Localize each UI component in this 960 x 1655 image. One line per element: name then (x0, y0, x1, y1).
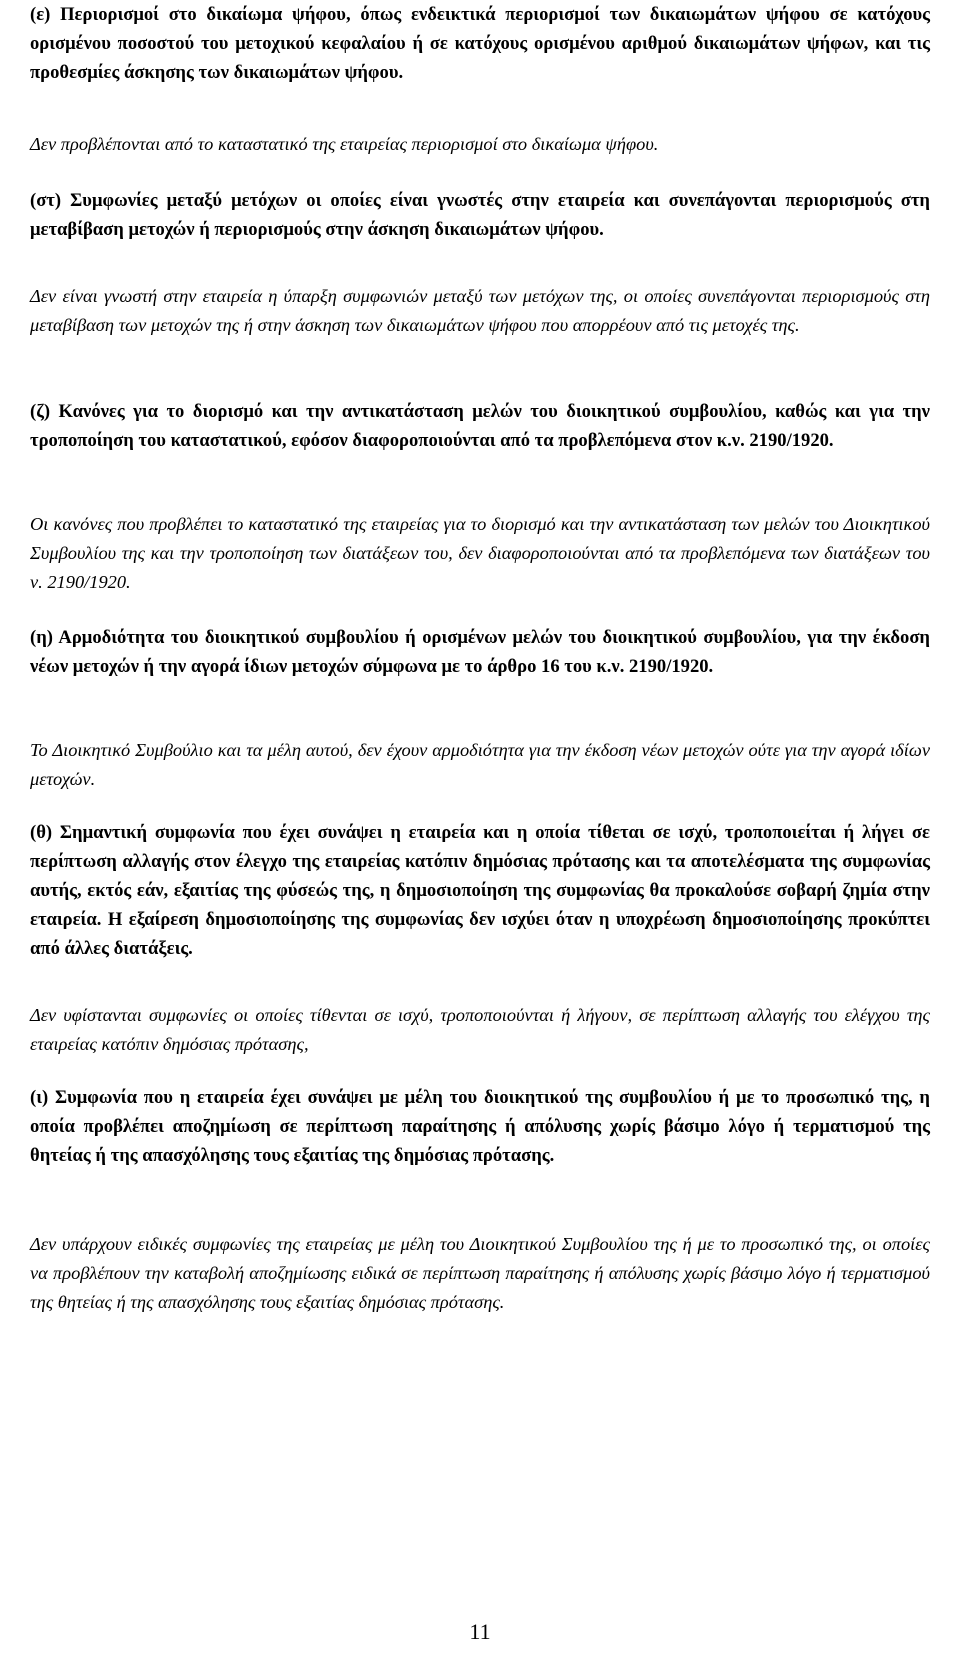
section-theta (30, 818, 930, 963)
section-answer: Δεν προβλέπονται από το καταστατικό της εταιρείας περιορισμοί στο δικαίωμα ψήφου. (30, 134, 659, 154)
section-i-eta (30, 623, 930, 681)
section-heading: (ε) Περιορισμοί στο δικαίωμα ψήφου, όπως ενδεικτικά περιορισμοί των δικαιωμάτων ψήφου σε κατόχους ορισμένου ποσοστού του μετοχικού κεφαλαίου ή σε κατόχους ορισμένου αριθμού δικαιωμάτων ψήφων, και τις προθεσμίες άσκησης των δικαιωμάτων ψήφου. (30, 4, 930, 83)
section-heading: (ι) Συμφωνία που η εταιρεία έχει συνάψει με μέλη του διοικητικού της συμβουλίου ή με το προσωπικό της, η οποία προβλέπει αποζημίωση σε περίπτωση παραίτησης ή απόλυσης χωρίς βάσιμο λόγο ή τερματισμού της θητείας ή της απασχόλησης τους εξαιτίας της δημόσιας πρότασης. (30, 1087, 930, 1166)
section-z-answer-wrap (30, 510, 930, 597)
section-heading: (στ) Συμφωνίες μεταξύ μετόχων οι οποίες είναι γνωστές στην εταιρεία και συνεπάγονται περιορισμούς στη μεταβίβαση μετοχών ή περιορισμούς στην άσκηση δικαιωμάτων ψήφου. (30, 190, 930, 240)
section-e (30, 0, 930, 87)
section-answer: Δεν είναι γνωστή στην εταιρεία η ύπαρξη συμφωνιών μεταξύ των μετόχων της, οι οποίες συνεπάγονται περιορισμούς στη μεταβίβαση των μετοχών της ή στην άσκηση των δικαιωμάτων ψήφου που απορρέουν από τις μετοχές της. (30, 286, 930, 335)
section-heading: (θ) Σημαντική συμφωνία που έχει συνάψει η εταιρεία και η οποία τίθεται σε ισχύ, τροποποιείται ή λήγει σε περίπτωση αλλαγής στον έλεγχο της εταιρείας κατόπιν δημόσιας πρότασης και τα αποτελέσματα της συμφωνίας αυτής, εκτός εάν, εξαιτίας της φύσεώς της, η δημοσιοποίηση της συμφωνίας θα προκαλούσε σοβαρή ζημία στην εταιρεία. Η εξαίρεση δημοσιοποίησης της συμφωνίας δεν ισχύει όταν η υποχρέωση δημοσιοποίησης προκύπτει από άλλες διατάξεις. (30, 822, 930, 959)
section-answer: Δεν υφίστανται συμφωνίες οι οποίες τίθενται σε ισχύ, τροποποιούνται ή λήγουν, σε περίπτωση αλλαγής του ελέγχου της εταιρείας κατόπιν δημόσιας πρότασης, (30, 1005, 930, 1054)
section-z (30, 397, 930, 455)
section-st (30, 186, 930, 244)
section-heading: (ζ) Κανόνες για το διορισμό και την αντικατάσταση μελών του διοικητικού συμβουλίου, καθώς και για την τροποποίηση του καταστατικού, εφόσον διαφοροποιούνται από τα προβλεπόμενα στον κ.ν. 2190/1920. (30, 401, 930, 451)
section-iota-answer-wrap (30, 1230, 930, 1317)
section-answer: Οι κανόνες που προβλέπει το καταστατικό της εταιρείας για το διορισμό και την αντικατάσταση των μελών του Διοικητικού Συμβουλίου της και την τροποποίηση των διατάξεων του, δεν διαφοροποιούνται από τα προβλεπόμενα των διατάξεων του ν. 2190/1920. (30, 514, 930, 592)
section-heading: (η) Αρμοδιότητα του διοικητικού συμβουλίου ή ορισμένων μελών του διοικητικού συμβουλίου, για την έκδοση νέων μετοχών ή την αγορά ίδιων μετοχών σύμφωνα με το άρθρο 16 του κ.ν. 2190/1920. (30, 627, 930, 677)
section-answer: Δεν υπάρχουν ειδικές συμφωνίες της εταιρείας με μέλη του Διοικητικού Συμβουλίου της ή με το προσωπικό της, οι οποίες να προβλέπουν την καταβολή αποζημίωσης ειδικά σε περίπτωση παραίτησης ή απόλυσης χωρίς βάσιμο λόγο ή τερματισμού της θητείας ή της απασχόλησης τους εξαιτίας δημόσιας πρότασης. (30, 1234, 930, 1312)
section-i-eta-answer-wrap (30, 736, 930, 794)
section-st-answer-wrap (30, 282, 930, 340)
section-iota (30, 1083, 930, 1170)
section-e-answer-wrap (30, 130, 930, 159)
page-number: 11 (469, 1619, 491, 1644)
section-answer: Το Διοικητικό Συμβούλιο και τα μέλη αυτού, δεν έχουν αρμοδιότητα για την έκδοση νέων μετοχών ούτε για την αγορά ιδίων μετοχών. (30, 740, 930, 789)
section-theta-answer-wrap (30, 1001, 930, 1059)
